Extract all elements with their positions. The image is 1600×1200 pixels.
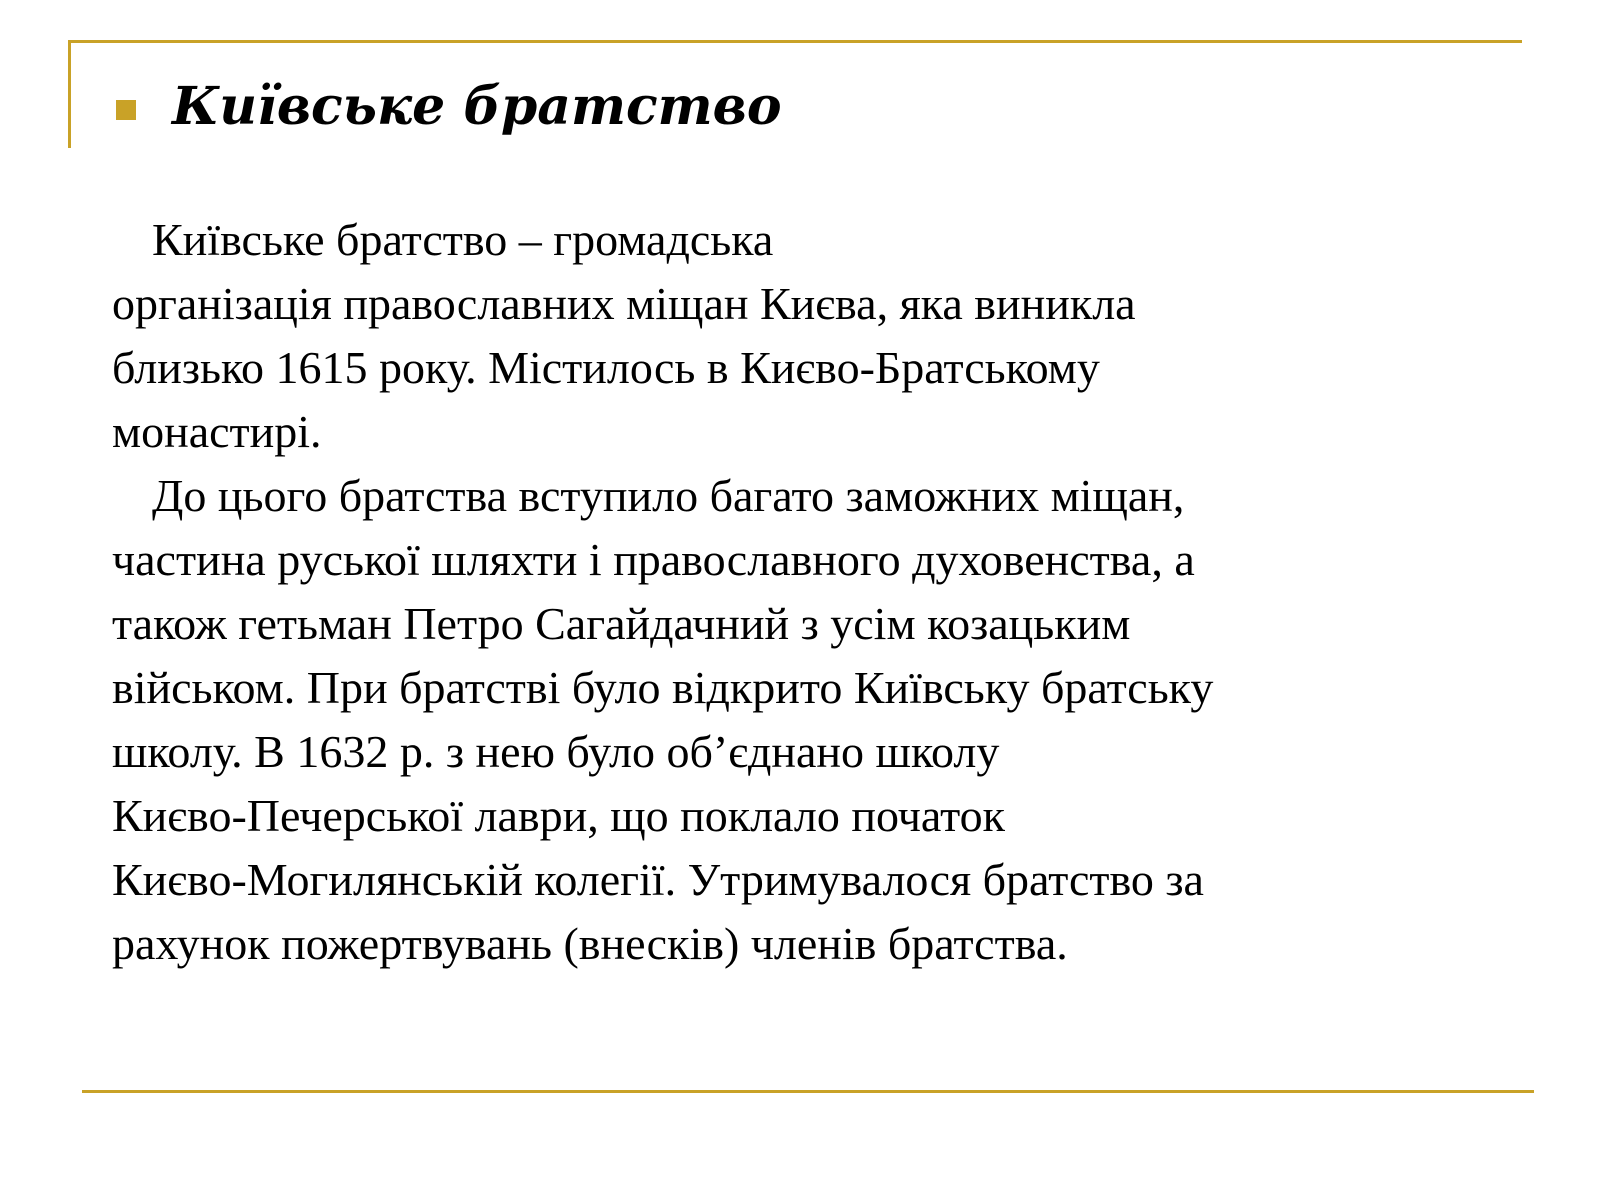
paragraph-2-line: Києво-Печерської лаври, що поклало початок [112, 790, 1005, 841]
title-bullet-icon [116, 100, 136, 120]
frame-left-rule [68, 40, 71, 148]
slide-body [112, 208, 1552, 976]
paragraph-2-line: школу. В 1632 р. з нею було об’єднано школу [112, 726, 1000, 777]
paragraph-1-line: організація православних міщан Києва, яка виникла [112, 278, 1136, 329]
paragraph-2-line: також гетьман Петро Сагайдачний з усім козацьким [112, 598, 1131, 649]
paragraph-2-line: частина руської шляхти і православного духовенства, а [112, 534, 1195, 585]
frame-top-rule [68, 40, 1522, 43]
paragraph-2-line: рахунок пожертвувань (внесків) членів братства. [112, 918, 1068, 969]
paragraph-1 [112, 208, 1552, 464]
paragraph-2-line: Києво-Могилянській колегії. Утримувалося братство за [112, 854, 1204, 905]
paragraph-2-line: До цього братства вступило багато заможних міщан, [152, 470, 1185, 521]
paragraph-2-line: військом. При братстві було відкрито Київську братську [112, 662, 1214, 713]
paragraph-2 [112, 464, 1552, 976]
paragraph-1-line: монастирі. [112, 406, 322, 457]
paragraph-1-line: Київське братство – громадська [152, 214, 774, 265]
paragraph-1-line: близько 1615 року. Містилось в Києво-Братському [112, 342, 1100, 393]
frame-bottom-rule [82, 1090, 1534, 1093]
slide-title: Київське братство [172, 76, 782, 137]
